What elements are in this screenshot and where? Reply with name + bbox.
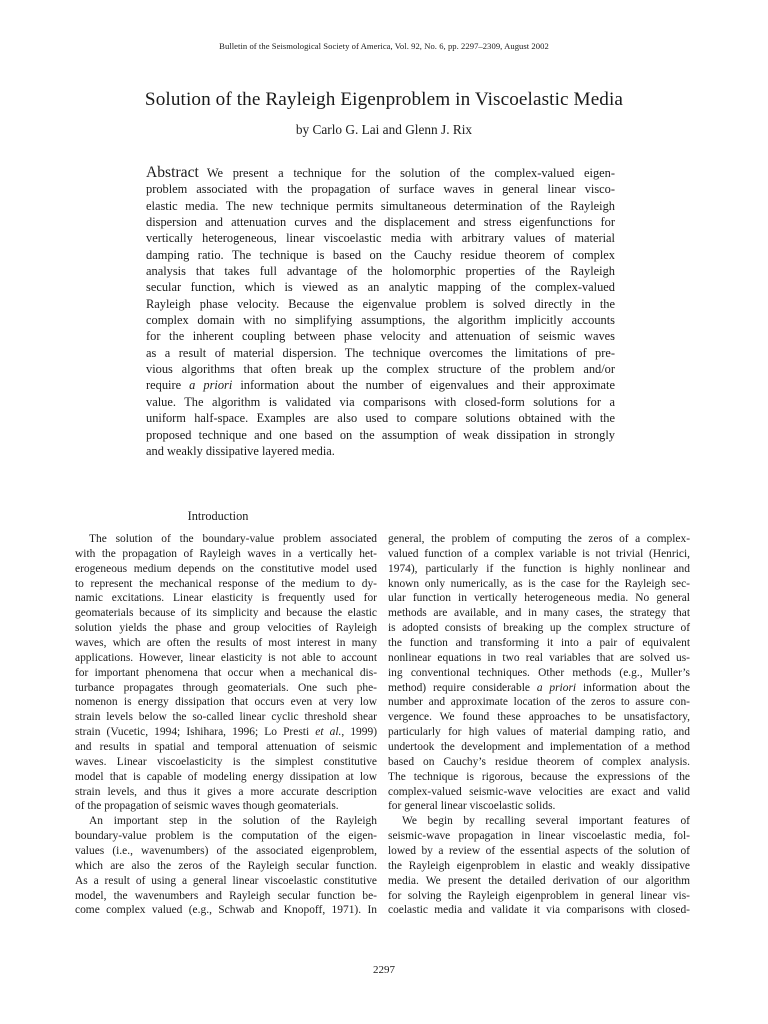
body-line: to represent the mechanical response of the medium to dy- [75,577,377,590]
body-line: complex-valued seismic-wave velocities are exact and valid [388,785,690,798]
italic-term: a priori [189,378,233,393]
body-line: media. We present the detailed derivation of our algorithm [388,874,690,887]
body-line: nomenon is energy dissipation that occurs even at very low [75,696,377,709]
body-line: the Rayleigh eigenproblem in elastic and weakly dissipative [388,859,690,872]
body-line: number and approximate location of the zeros to assure con- [388,696,690,709]
body-line: particularly for high values of material damping ratio, and [388,726,690,739]
abstract-line: secular function, which is viewed as an analytic mapping of the complex-valued [146,280,615,295]
body-line: model, the wavenumbers and Rayleigh secular function be- [75,889,377,902]
body-line: turbance propagates through geomaterials. One such phe- [75,681,377,694]
body-line: solution yields the phase and group velocities of Rayleigh [75,622,377,635]
abstract-line: complex domain with no simplifying assumptions, the algorithm implicitly accounts [146,313,615,328]
body-line: for important phenomena that occur when a mechanical dis- [75,666,377,679]
section-heading-introduction: Introduction [187,509,249,523]
abstract-line: analysis that takes full advantage of the holomorphic properties of the Rayleigh [146,264,615,279]
authors: by Carlo G. Lai and Glenn J. Rix [295,122,473,137]
abstract [146,165,615,459]
abstract-line: dispersion and attenuation curves and the displacement and stress eigenfunctions for [146,215,615,230]
body-line: nonlinear equations in two real variables that are solved us- [388,651,690,664]
body-line: The solution of the boundary-value problem associated [89,533,377,545]
body-line: strain (Vucetic, 1994; Ishihara, 1996; Lo Presti et al., 1999) [75,726,378,739]
abstract-heading: Abstract [146,164,199,181]
body-line: for solving the Rayleigh eigenproblem in general linear vis- [388,889,690,902]
body-line: valued function of a complex variable is not trivial (Henrici, [388,547,690,560]
abstract-line: vious algorithms that often break up the complex structure of the problem and/or [146,362,615,377]
abstract-line: for the inherent coupling between phase velocity and attenuation of seismic waves [146,329,615,344]
italic-term: a priori [536,681,577,694]
body-line: strain levels, and thus it gives a more accurate description [75,785,377,798]
body-line: An important step in the solution of the Rayleigh [89,815,377,828]
abstract-body [146,165,615,459]
body-line: is adopted consists of breaking up the complex structure of [388,622,690,635]
left-column [75,532,377,918]
body-line: undertook the development and implementation of a method [388,741,690,754]
abstract-line: proposed technique and one based on the assumption of weak dissipation in strongly [146,427,615,442]
body-line: which are also the zeros of the Rayleigh secular function. [75,859,377,872]
body-line: method) require considerable a priori information about the [388,681,690,694]
body-line: seismic-wave propagation in linear viscoelastic media, fol- [388,830,690,843]
body-line: come complex valued (e.g., Schwab and Knopoff, 1971). In [75,904,377,917]
body-line: namic excitations. Linear elasticity is frequently used for [75,592,377,605]
body-line: strain levels below the so-called linear cyclic threshold shear [75,711,377,724]
abstract-line: Abstract We present a technique for the solution of the complex-valued eigen- [146,164,615,181]
body-line: methods are available, and in many cases, the strategy that [388,607,690,620]
body-line: coelastic media and validate it via comparisons with closed- [388,904,690,917]
abstract-line: require a priori information about the number of eigenvalues and their approximate [146,378,615,393]
abstract-line: vertically heterogeneous, linear viscoelastic media with arbitrary values of material [146,231,615,246]
body-line: ular function in vertically heterogeneous media. No general [388,592,690,605]
body-line: for general linear viscoelastic solids. [388,800,556,813]
body-line: waves, which are often the results of most interest in many [75,637,377,650]
abstract-line: value. The algorithm is validated via comparisons with closed-form solutions for a [146,394,615,409]
body-line: applications. However, linear elasticity is not able to account [75,651,377,664]
body-line: values (i.e., wavenumbers) of the associated eigenproblem, [75,845,377,858]
body-line: the function and transforming it into a pair of equivalent [388,637,690,650]
body-line: erogeneous medium depends on the constitutive model used [75,562,377,575]
body-line: We begin by recalling several important features of [402,815,690,828]
body-line: As a result of using a general linear viscoelastic constitutive [75,874,377,887]
abstract-line: uniform half-space. Examples are also used to compare solutions obtained with the [146,411,615,426]
italic-term: et al. [315,726,342,739]
body-line: based on Cauchy’s residue theorem of complex analysis. [388,755,690,768]
paper-title: Solution of the Rayleigh Eigenproblem in Viscoelastic Media [144,89,624,110]
body-line: model that is capable of modeling energy dissipation at low [75,770,377,783]
abstract-line: and weakly dissipative layered media. [146,443,335,458]
body-line: of the propagation of seismic waves though geomaterials. [75,800,339,813]
body-line: vergence. We found these approaches to be unsatisfactory, [388,711,690,724]
body-line: general, the problem of computing the zeros of a complex- [388,533,690,545]
abstract-line: as a result of material dispersion. The technique overcomes the limitations of pre- [146,345,615,360]
body-line: ing conventional techniques. Other methods (e.g., Muller’s [388,666,690,679]
body-line: lowed by a review of the essential aspects of the solution of [388,845,690,858]
body-line: with the propagation of Rayleigh waves in a vertically het- [75,547,377,560]
body-line: waves. Linear viscoelasticity is the simplest constitutive [75,755,377,768]
abstract-line: Rayleigh phase velocity. Because the eigenvalue problem is solved directly in the [146,296,615,311]
body-line: and results in spatial and temporal attenuation of seismic [75,741,377,754]
body-line: known only numerically, as is the case for the Rayleigh sec- [388,577,690,590]
body-line: The technique is rigorous, because the expressions of the [388,770,690,783]
running-header: Bulletin of the Seismological Society of America, Vol. 92, No. 6, pp. 2297–2309, August 2002 [219,41,549,51]
abstract-line: problem associated with the propagation of surface waves in general linear visco- [146,182,615,197]
page-number: 2297 [373,964,395,976]
body-line: geomaterials because of its simplicity and because the elastic [75,607,377,620]
body-line: 1974), particularly if the function is highly nonlinear and [388,562,690,575]
right-column [388,532,690,918]
body-line: boundary-value problem is the computation of the eigen- [75,830,377,843]
abstract-line: elastic media. The new technique permits simultaneous determination of the Rayleigh [146,198,615,213]
abstract-line: damping ratio. The technique is based on the Cauchy residue theorem of complex [146,247,615,262]
